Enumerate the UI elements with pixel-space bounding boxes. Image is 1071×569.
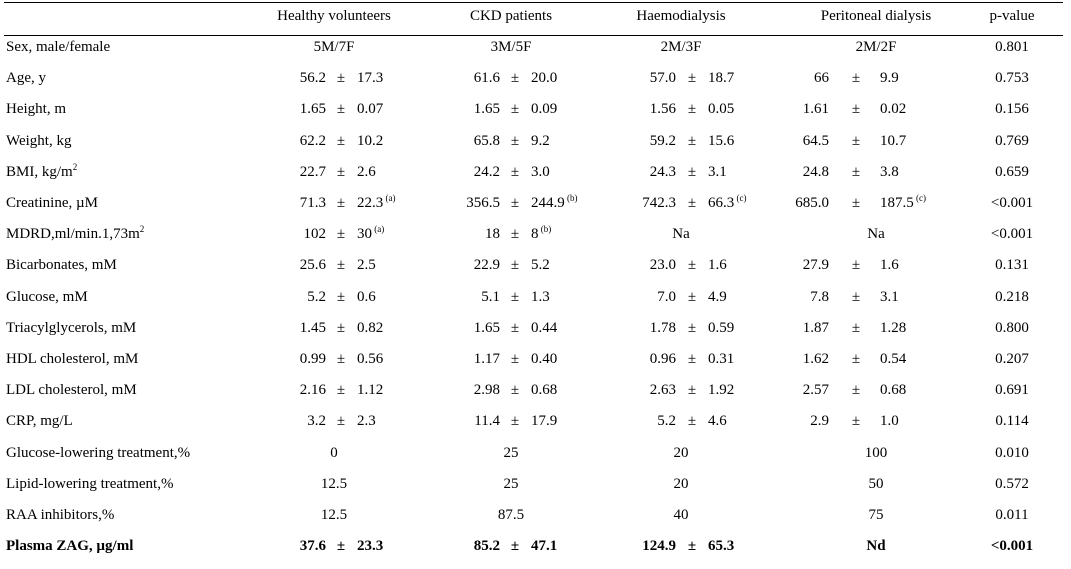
cell-mean: 1.65 <box>473 101 500 118</box>
cell-value: 2M/3F <box>660 39 702 55</box>
cell-value: 2M/2F <box>855 39 897 55</box>
cell-mean: 1.17 <box>473 351 500 367</box>
row-label: CRP, mg/L <box>6 413 73 430</box>
table-row <box>0 195 1071 226</box>
cell-mean: 71.3 <box>299 195 326 211</box>
cell-value: 50 <box>868 475 884 492</box>
cell-sd: 187.5 $^{(c)}$ <box>880 193 926 211</box>
footnote-marker: (c) <box>734 193 747 203</box>
table-row <box>0 257 1071 288</box>
p-value: 0.010 <box>995 444 1029 461</box>
cell-sd: 9.2 <box>531 132 550 149</box>
cell-value: 40 <box>673 507 689 523</box>
cell-mean: 2.16 <box>299 382 326 399</box>
cell-mean: 5.2 <box>657 413 676 430</box>
cell-mean: 1.45 <box>299 319 326 336</box>
cell-sd: 0.68 <box>880 382 907 399</box>
cell-mean: 62.2 <box>299 132 326 149</box>
cell-mean: 25.6 <box>299 257 326 274</box>
cell-mean: 61.6 <box>473 70 500 87</box>
cell-value: 100 <box>864 444 888 461</box>
plus-minus-icon: ± <box>510 382 520 399</box>
cell-sd: 17.9 <box>531 413 558 430</box>
cell-value: 25 <box>503 475 519 492</box>
cell-sd: 65.3 <box>708 538 735 555</box>
footnote-marker: (b) <box>538 224 552 235</box>
p-value: <0.001 <box>990 538 1034 555</box>
plus-minus-icon: ± <box>687 351 697 367</box>
p-value: 0.218 <box>995 288 1029 305</box>
cell-sd: 2.5 <box>357 257 376 274</box>
plus-minus-icon: ± <box>510 538 520 555</box>
row-label: Sex, male/female <box>6 39 111 55</box>
header-p-value: p-value <box>989 8 1035 24</box>
p-value: 0.801 <box>995 39 1029 55</box>
table-row <box>0 413 1071 444</box>
cell-sd: 17.3 <box>357 70 384 87</box>
plus-minus-icon: ± <box>336 163 346 180</box>
cell-mean: 1.78 <box>649 319 676 336</box>
table-row <box>0 538 1071 569</box>
plus-minus-icon: ± <box>851 288 861 305</box>
cell-sd: 15.6 <box>708 132 735 149</box>
cell-sd: 23.3 <box>357 538 384 555</box>
plus-minus-icon: ± <box>510 351 520 367</box>
p-value: 0.131 <box>995 257 1029 274</box>
plus-minus-icon: ± <box>687 257 697 274</box>
plus-minus-icon: ± <box>510 163 520 180</box>
table-row <box>0 226 1071 257</box>
row-label: BMI, $kg/m^2$ <box>6 161 78 180</box>
cell-value: 20 <box>673 475 689 492</box>
cell-sd: 0.59 <box>708 319 735 336</box>
plus-minus-icon: ± <box>336 288 346 305</box>
plus-minus-icon: ± <box>336 382 346 399</box>
cell-mean: 685.0 <box>795 195 829 211</box>
table-row <box>0 39 1071 70</box>
footnote-marker: (a) <box>372 224 385 235</box>
cell-sd: 18.7 <box>708 70 735 87</box>
plus-minus-icon: ± <box>851 413 861 430</box>
cell-mean: 2.57 <box>802 382 829 399</box>
p-value: 0.207 <box>995 351 1029 367</box>
cell-mean: 5.2 <box>307 288 326 305</box>
plus-minus-icon: ± <box>336 257 346 274</box>
cell-mean: 0.99 <box>299 351 326 367</box>
plus-minus-icon: ± <box>851 257 861 274</box>
cell-mean: 124.9 <box>642 538 676 555</box>
cell-sd: 1.92 <box>708 382 735 399</box>
cell-value: 5M/7F <box>313 39 355 55</box>
top-rule <box>4 2 1063 3</box>
cell-sd: 2.3 <box>357 413 376 430</box>
cell-sd: 1.12 <box>357 382 384 399</box>
cell-mean: 64.5 <box>802 132 829 149</box>
row-label: Creatinine, µM <box>6 195 98 211</box>
plus-minus-icon: ± <box>851 351 861 367</box>
plus-minus-icon: ± <box>510 288 520 305</box>
cell-sd: 10.7 <box>880 132 907 149</box>
cell-mean: 18 <box>485 226 500 243</box>
cell-sd: 4.6 <box>708 413 727 430</box>
footnote-marker: (a) <box>383 193 396 203</box>
plus-minus-icon: ± <box>510 257 520 274</box>
header-peritoneal-dialysis: Peritoneal dialysis <box>820 8 932 24</box>
cell-sd: 0.02 <box>880 101 907 118</box>
cell-sd: 22.3 $^{(a)}$ <box>357 193 396 211</box>
cell-sd: 8 $^{(b)}$ <box>531 224 552 243</box>
cell-sd: 1.0 <box>880 413 899 430</box>
plus-minus-icon: ± <box>687 538 697 555</box>
cell-sd: 9.9 <box>880 70 899 87</box>
cell-mean: 24.8 <box>802 163 829 180</box>
cell-mean: 2.63 <box>649 382 676 399</box>
table-row <box>0 382 1071 413</box>
table-row <box>0 507 1071 538</box>
header-healthy-volunteers: Healthy volunteers <box>277 8 391 24</box>
cell-sd: 0.6 <box>357 288 376 305</box>
plus-minus-icon: ± <box>687 319 697 336</box>
cell-mean: 37.6 <box>299 538 326 555</box>
cell-mean: 57.0 <box>649 70 676 87</box>
cell-sd: 47.1 <box>531 538 558 555</box>
cell-sd: 30 $^{(a)}$ <box>357 224 385 243</box>
plus-minus-icon: ± <box>687 413 697 430</box>
cell-mean: 85.2 <box>473 538 500 555</box>
cell-value: Na <box>672 226 690 243</box>
plus-minus-icon: ± <box>336 101 346 118</box>
cell-mean: 22.9 <box>473 257 500 274</box>
plus-minus-icon: ± <box>687 163 697 180</box>
row-label: LDL cholesterol, mM <box>6 382 137 399</box>
row-label-superscript: 2 <box>139 224 145 235</box>
plus-minus-icon: ± <box>851 382 861 399</box>
cell-mean: 11.4 <box>474 413 500 430</box>
cell-sd: 10.2 <box>357 132 384 149</box>
cell-value: 12.5 <box>320 507 348 523</box>
row-label: RAA inhibitors,% <box>6 507 115 523</box>
plus-minus-icon: ± <box>510 101 520 118</box>
plus-minus-icon: ± <box>687 101 697 118</box>
cell-mean: 59.2 <box>649 132 676 149</box>
cell-sd: 0.54 <box>880 351 907 367</box>
table-row <box>0 476 1071 507</box>
p-value: 0.156 <box>995 101 1029 118</box>
cell-mean: 66 <box>814 70 829 87</box>
cell-value: 20 <box>673 444 689 461</box>
p-value: 0.114 <box>995 413 1029 430</box>
table-row <box>0 351 1071 382</box>
row-label-superscript: 2 <box>72 161 78 172</box>
plus-minus-icon: ± <box>851 132 861 149</box>
cell-mean: 3.2 <box>307 413 326 430</box>
row-label: Glucose-lowering treatment,% <box>6 444 191 461</box>
plus-minus-icon: ± <box>336 132 346 149</box>
header-haemodialysis: Haemodialysis <box>636 8 726 24</box>
cell-mean: 56.2 <box>299 70 326 87</box>
row-label: Bicarbonates, mM <box>6 257 117 274</box>
cell-sd: 0.07 <box>357 101 384 118</box>
row-label: Lipid-lowering treatment,% <box>6 475 174 492</box>
cell-mean: 1.65 <box>299 101 326 118</box>
plus-minus-icon: ± <box>687 382 697 399</box>
plus-minus-icon: ± <box>336 538 346 555</box>
p-value: 0.691 <box>995 382 1029 399</box>
footnote-marker: (c) <box>913 193 926 203</box>
cell-sd: 1.28 <box>880 319 907 336</box>
cell-sd: 1.6 <box>880 257 899 274</box>
cell-sd: 4.9 <box>708 288 727 305</box>
cell-mean: 2.9 <box>810 413 829 430</box>
cell-sd: 66.3 $^{(c)}$ <box>708 193 747 211</box>
plus-minus-icon: ± <box>851 163 861 180</box>
cell-mean: 1.65 <box>473 319 500 336</box>
cell-mean: 1.61 <box>802 101 829 118</box>
cell-mean: 7.8 <box>810 288 829 305</box>
cell-sd: 3.1 <box>880 288 899 305</box>
cell-sd: 1.3 <box>531 288 550 305</box>
p-value: 0.769 <box>995 132 1029 149</box>
table-row <box>0 289 1071 320</box>
cell-mean: 1.87 <box>802 319 829 336</box>
cell-mean: 5.1 <box>481 288 500 305</box>
cell-sd: 0.31 <box>708 351 735 367</box>
p-value: 0.800 <box>995 319 1029 336</box>
cell-sd: 3.8 <box>880 163 899 180</box>
row-label: Height, m <box>6 101 66 118</box>
cell-sd: 0.09 <box>531 101 558 118</box>
cell-value: 0 <box>330 444 338 461</box>
cell-sd: 1.6 <box>708 257 727 274</box>
p-value: 0.659 <box>995 163 1029 180</box>
plus-minus-icon: ± <box>510 70 520 87</box>
plus-minus-icon: ± <box>336 195 346 211</box>
cell-value: Na <box>867 226 885 243</box>
cell-mean: 24.3 <box>649 163 676 180</box>
table-row <box>0 133 1071 164</box>
cell-mean: 65.8 <box>473 132 500 149</box>
cell-mean: 2.98 <box>473 382 500 399</box>
cell-mean: 7.0 <box>657 288 676 305</box>
p-value: <0.001 <box>990 226 1034 243</box>
header-ckd-patients: CKD patients <box>469 8 553 24</box>
cell-value: 3M/5F <box>490 39 532 55</box>
plus-minus-icon: ± <box>336 226 346 243</box>
plus-minus-icon: ± <box>510 132 520 149</box>
p-value: <0.001 <box>990 195 1034 211</box>
row-label: Triacylglycerols, mM <box>6 319 137 336</box>
table-row <box>0 445 1071 476</box>
plus-minus-icon: ± <box>336 351 346 367</box>
cell-mean: 742.3 <box>642 195 676 211</box>
row-label: Weight, kg <box>6 132 72 149</box>
plus-minus-icon: ± <box>687 70 697 87</box>
row-label: Glucose, mM <box>6 288 88 305</box>
row-label: Plasma ZAG, µg/ml <box>6 538 134 555</box>
plus-minus-icon: ± <box>687 195 697 211</box>
plus-minus-icon: ± <box>851 195 861 211</box>
cell-value: 87.5 <box>497 507 525 523</box>
table-row <box>0 101 1071 132</box>
footnote-marker: (b) <box>564 193 578 203</box>
row-label: Age, y <box>6 70 46 87</box>
cell-mean: 27.9 <box>802 257 829 274</box>
cell-value: 75 <box>868 507 884 523</box>
plus-minus-icon: ± <box>851 101 861 118</box>
p-value: 0.011 <box>995 507 1029 523</box>
cell-mean: 1.56 <box>649 101 676 118</box>
plus-minus-icon: ± <box>851 319 861 336</box>
plus-minus-icon: ± <box>510 319 520 336</box>
plus-minus-icon: ± <box>851 70 861 87</box>
cell-sd: 0.82 <box>357 319 384 336</box>
cell-sd: 0.68 <box>531 382 558 399</box>
cell-sd: 5.2 <box>531 257 550 274</box>
plus-minus-icon: ± <box>510 226 520 243</box>
p-value: 0.572 <box>995 475 1029 492</box>
row-label: $MDRD,ml/\min.1,73m^2$ <box>6 224 145 243</box>
cell-value: Nd <box>866 538 886 555</box>
cell-mean: 1.62 <box>802 351 829 367</box>
row-label: HDL cholesterol, mM <box>6 351 139 367</box>
cell-sd: 244.9 $^{(b)}$ <box>531 193 578 211</box>
cell-sd: 3.0 <box>531 163 550 180</box>
plus-minus-icon: ± <box>336 319 346 336</box>
p-value: 0.753 <box>995 70 1029 87</box>
table-row <box>0 70 1071 101</box>
table-row <box>0 161 1071 195</box>
cell-mean: 102 <box>303 226 326 243</box>
cell-mean: 23.0 <box>649 257 676 274</box>
cell-sd: 0.44 <box>531 319 558 336</box>
cell-mean: 356.5 <box>466 195 500 211</box>
plus-minus-icon: ± <box>687 132 697 149</box>
cell-mean: 22.7 <box>299 163 326 180</box>
plus-minus-icon: ± <box>510 195 520 211</box>
cell-sd: 0.40 <box>531 351 558 367</box>
cell-value: 12.5 <box>320 475 348 492</box>
plus-minus-icon: ± <box>510 413 520 430</box>
cell-mean: 0.96 <box>649 351 676 367</box>
cell-sd: 2.6 <box>357 163 376 180</box>
plus-minus-icon: ± <box>336 413 346 430</box>
cell-sd: 0.05 <box>708 101 735 118</box>
plus-minus-icon: ± <box>687 288 697 305</box>
table-row <box>0 320 1071 351</box>
header-rule <box>4 35 1063 36</box>
cell-value: 25 <box>503 444 519 461</box>
plus-minus-icon: ± <box>336 70 346 87</box>
cell-mean: 24.2 <box>473 163 500 180</box>
cell-sd: 0.56 <box>357 351 384 367</box>
cell-sd: 20.0 <box>531 70 558 87</box>
cell-sd: 3.1 <box>708 163 727 180</box>
